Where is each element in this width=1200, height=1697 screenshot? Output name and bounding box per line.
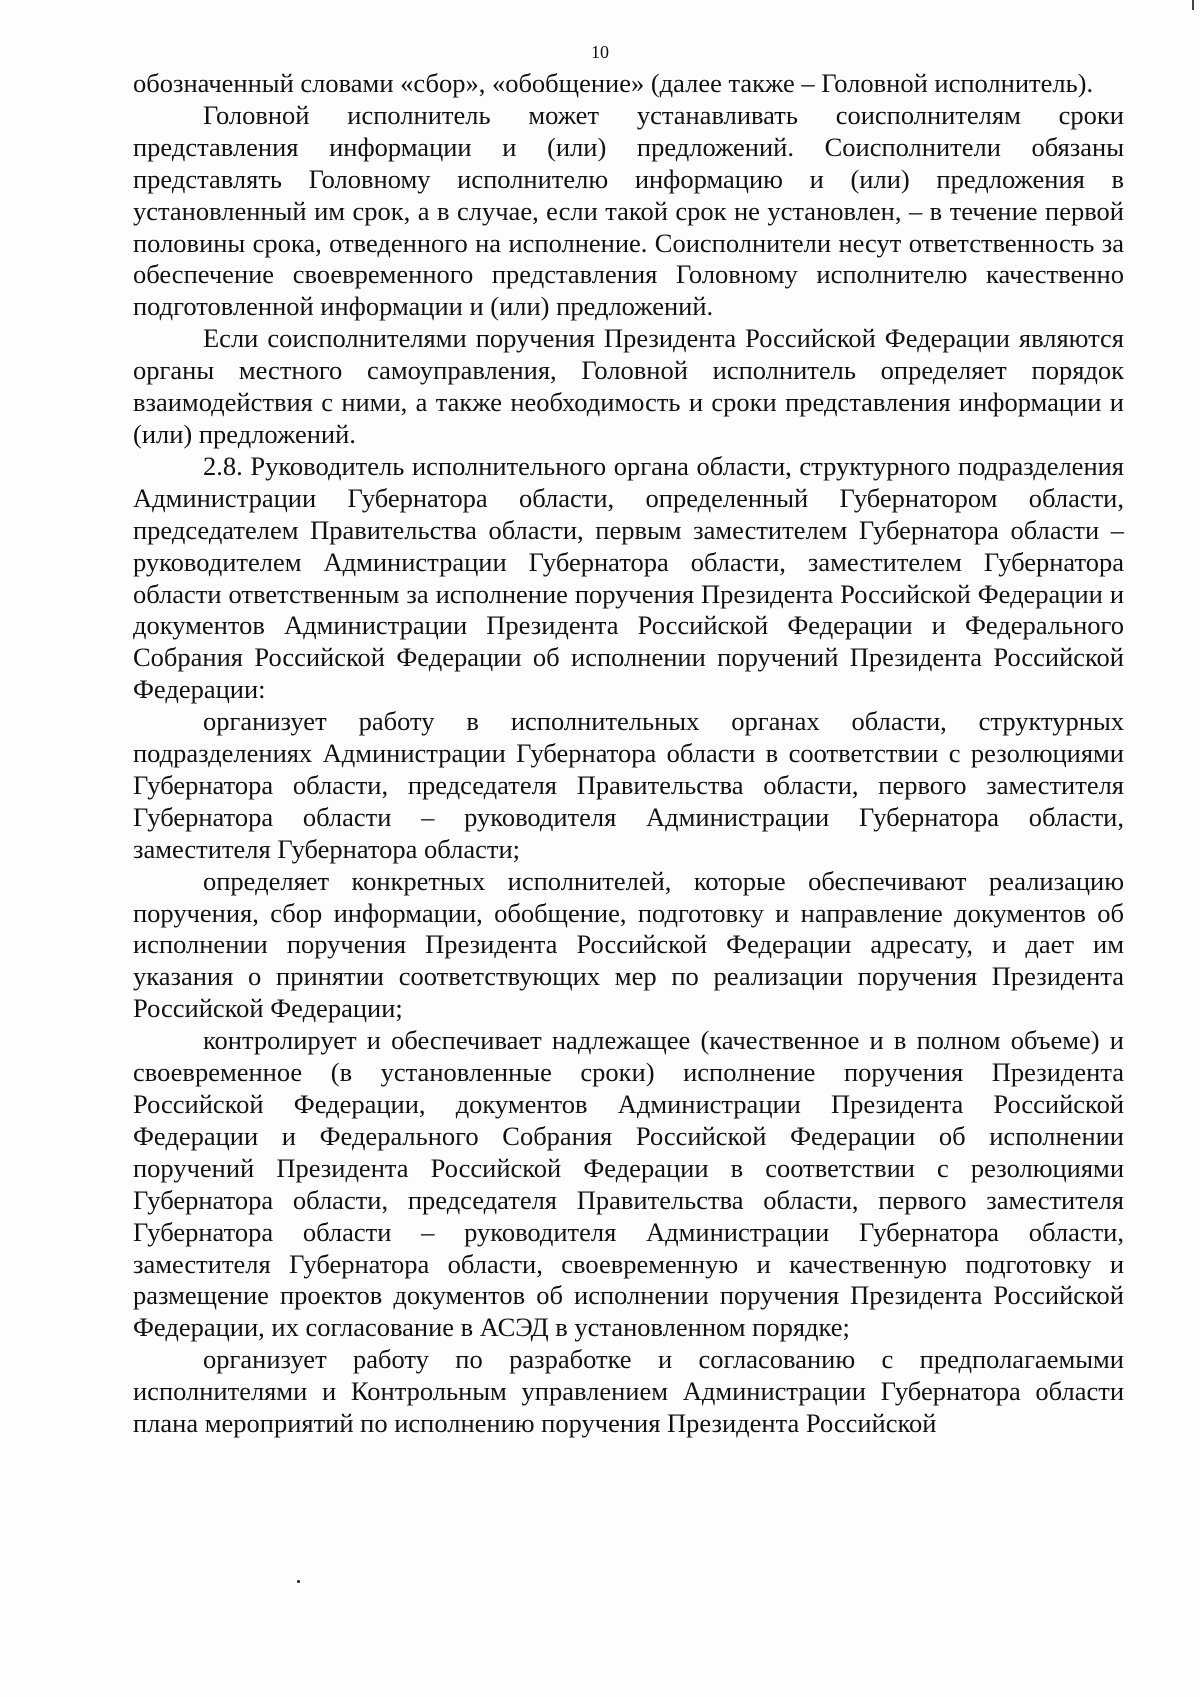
paragraph-co-executor-deadlines: Головной исполнитель может устанавливать соисполнителям сроки представления информации и (или) предложений. Соисполнители обязаны представлять Головному исполнителю информацию и (или) предложения в установленный им срок, а в случае, если такой срок не установлен, – в течение первой половины срока, отведенного на исполнение. Соисполнители несут ответственность за обеспечение своевременного представления Головному исполнителю качественно подготовленной информации и (или) предложений.: [133, 99, 1124, 322]
paragraph-organizes-work: организует работу в исполнительных органах области, структурных подразделениях Администрации Губернатора области в соответствии с резолюциями Губернатора области, председателя Правительства области, первого заместителя Губернатора области – руководителя Администрации Губернатора области, заместителя Губернатора области;: [133, 706, 1124, 864]
paragraph-action-plan: организует работу по разработке и согласованию с предполагаемыми исполнителями и Контрольным управлением Администрации Губернатора области плана мероприятий по исполнению поручения Президента Российской: [133, 1344, 1124, 1439]
document-body: [133, 68, 1124, 1440]
paragraph-local-self-government: Если соисполнителями поручения Президента Российской Федерации являются органы местного самоуправления, Головной исполнитель определяет порядок взаимодействия с ними, а также необходимость и сроки представления информации и (или) предложений.: [133, 323, 1124, 449]
paragraph-controls-execution: контролирует и обеспечивает надлежащее (качественное и в полном объеме) и своевременное (в установленные сроки) исполнение поручения Президента Российской Федерации, документов Администрации Президента Российской Федерации и Федерального Собрания Российской Федерации об исполнении поручений Президента Российской Федерации в соответствии с резолюциями Губернатора области, председателя Правительства области, первого заместителя Губернатора области – руководителя Администрации Губернатора области, заместителя Губернатора области, своевременную и качественную подготовку и размещение проектов документов об исполнении поручения Президента Российской Федерации, их согласование в АСЭД в установленном порядке;: [133, 1025, 1124, 1343]
paragraph-clause-2-8: 2.8. Руководитель исполнительного органа области, структурного подразделения Администрации Губернатора области, определенный Губернатором области, председателем Правительства области, первым заместителем Губернатора области – руководителем Администрации Губернатора области, заместителем Губернатора области ответственным за исполнение поручения Президента Российской Федерации и документов Администрации Президента Российской Федерации и Федерального Собрания Российской Федерации об исполнении поручений Президента Российской Федерации:: [133, 450, 1124, 705]
paragraph-continuation: обозначенный словами «сбор», «обобщение» (далее также – Головной исполнитель).: [133, 68, 1094, 98]
page-number: 10: [591, 42, 609, 62]
paragraph-determines-executors: определяет конкретных исполнителей, которые обеспечивают реализацию поручения, сбор информации, обобщение, подготовку и направление документов об исполнении поручения Президента Российской Федерации адресату, и дает им указания о принятии соответствующих мер по реализации поручения Президента Российской Федерации;: [133, 865, 1124, 1024]
scan-speck: [297, 1580, 300, 1583]
scan-edge-mark: [1192, 0, 1194, 10]
